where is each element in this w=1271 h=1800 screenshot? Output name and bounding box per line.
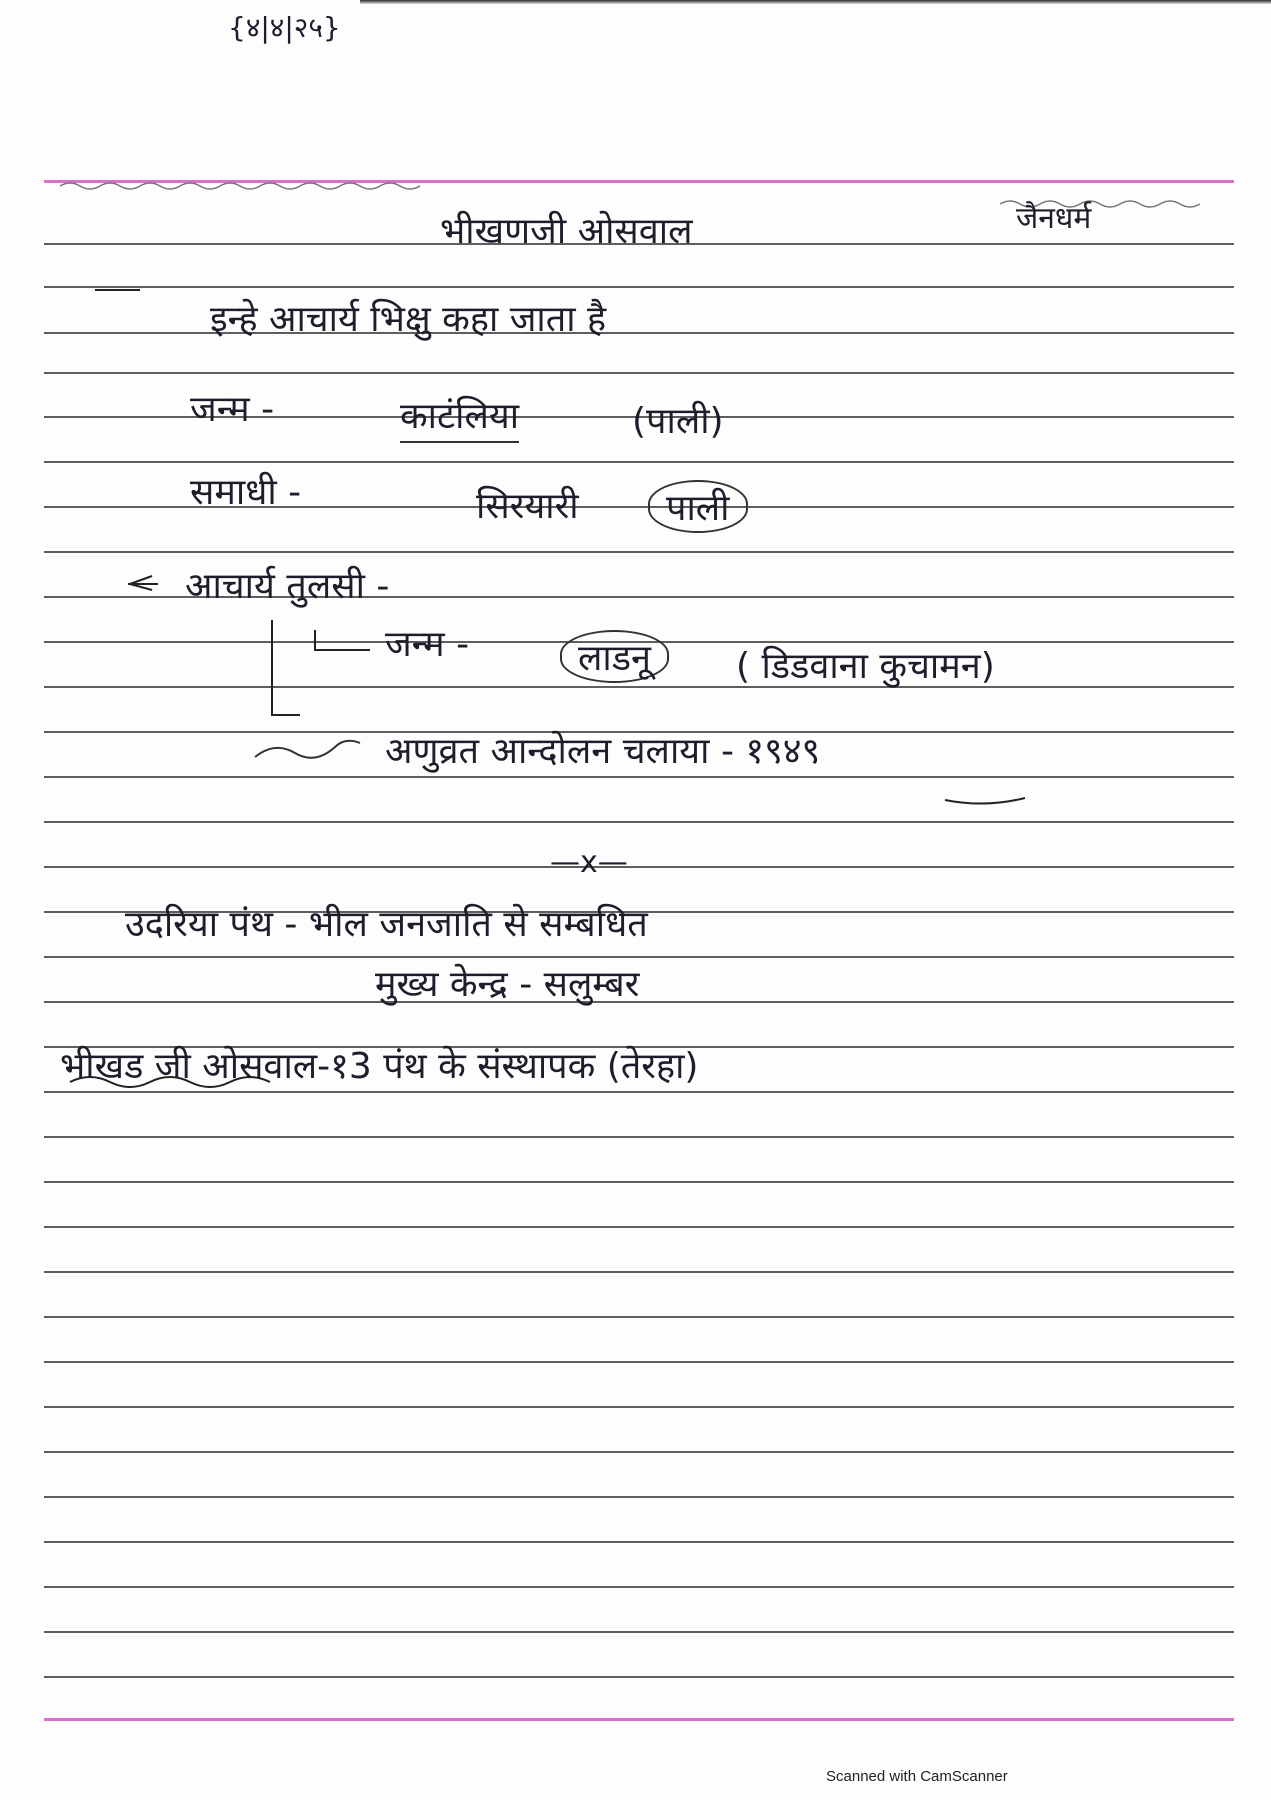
udariya-line-2: मुख्य केन्द्र - सलुम्बर bbox=[375, 964, 640, 1005]
bhikhan-terapanth-line: भीखड जी ओसवाल-१3 पंथ के संस्थापक (तेरहा) bbox=[60, 1046, 699, 1087]
scribble-mark bbox=[255, 741, 360, 758]
tulsi-birth-place: लाडनू bbox=[560, 630, 669, 683]
branch-arrow-icon bbox=[272, 620, 300, 715]
tulsi-movement: अणुव्रत आन्दोलन चलाया - १९४९ bbox=[385, 731, 821, 772]
birth-label: जन्म - bbox=[190, 389, 275, 430]
branch-arrow-icon bbox=[315, 630, 370, 650]
samadhi-place: सिरयारी bbox=[476, 486, 579, 527]
tulsi-birth-district: ( डिडवाना कुचामन) bbox=[736, 646, 995, 687]
arrow-icon bbox=[128, 576, 158, 590]
birth-place: काटंलिया bbox=[400, 390, 519, 443]
birth-district: (पाली) bbox=[632, 401, 724, 442]
camscanner-watermark: Scanned with CamScanner bbox=[826, 1768, 1008, 1785]
heading-tag: जैनधर्म bbox=[1016, 201, 1092, 236]
tulsi-birth-label: जन्म - bbox=[385, 624, 470, 665]
tulsi-title: आचार्य तुलसी - bbox=[185, 566, 390, 607]
date-label: {४|४|२५} bbox=[228, 11, 341, 44]
section-separator: —x— bbox=[550, 845, 628, 880]
squiggle-mark bbox=[60, 183, 420, 189]
underline-mark bbox=[945, 798, 1025, 804]
line-acharya-bhikshu: इन्हे आचार्य भिक्षु कहा जाता है bbox=[210, 299, 607, 340]
samadhi-district: पाली bbox=[648, 480, 748, 533]
samadhi-label: समाधी - bbox=[190, 472, 302, 513]
udariya-line-1: उदरिया पंथ - भील जनजाति से सम्बधित bbox=[125, 904, 648, 945]
heading-title: भीखणजी ओसवाल bbox=[440, 211, 693, 252]
